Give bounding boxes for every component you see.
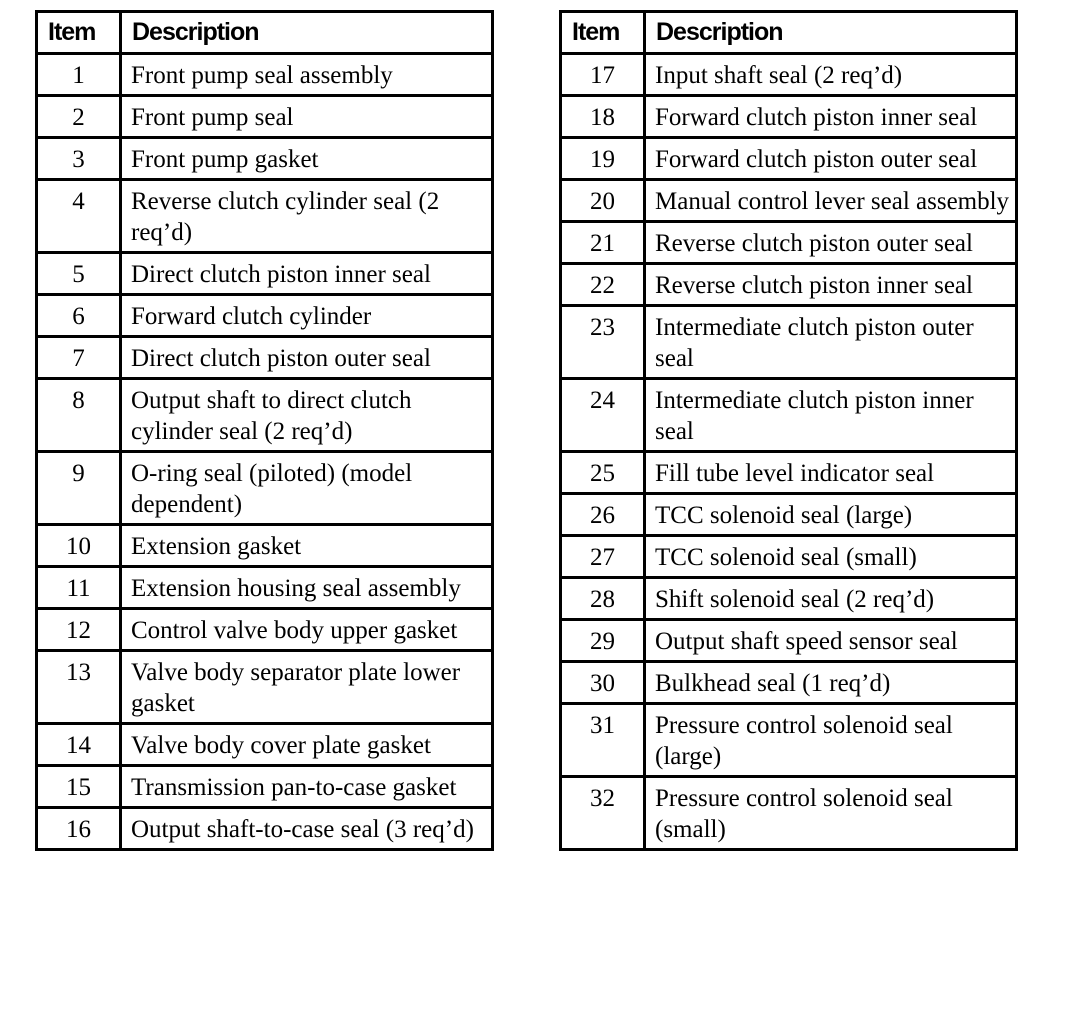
description-cell: Direct clutch piston inner seal (121, 253, 493, 295)
item-number-cell: 20 (561, 180, 645, 222)
parts-table-left-body (37, 54, 493, 850)
table-row (561, 662, 1017, 704)
table-row (37, 295, 493, 337)
parts-table-left (35, 10, 494, 851)
description-cell: O-ring seal (piloted) (model dependent) (121, 452, 493, 525)
item-number-cell: 2 (37, 96, 121, 138)
table-row (37, 54, 493, 96)
description-cell: Pressure control solenoid seal (large) (645, 704, 1017, 777)
item-column-header: Item (561, 12, 645, 54)
description-cell: TCC solenoid seal (large) (645, 494, 1017, 536)
description-cell: Intermediate clutch piston inner seal (645, 379, 1017, 452)
description-cell: Output shaft to direct clutch cylinder seal (2 req’d) (121, 379, 493, 452)
table-row (37, 96, 493, 138)
table-row (561, 264, 1017, 306)
item-number-cell: 18 (561, 96, 645, 138)
description-column-header: Description (121, 12, 493, 54)
description-cell: Transmission pan-to-case gasket (121, 766, 493, 808)
description-cell: Control valve body upper gasket (121, 609, 493, 651)
item-number-cell: 11 (37, 567, 121, 609)
item-number-cell: 30 (561, 662, 645, 704)
table-header-row (561, 12, 1017, 54)
description-cell: Fill tube level indicator seal (645, 452, 1017, 494)
item-number-cell: 5 (37, 253, 121, 295)
item-number-cell: 13 (37, 651, 121, 724)
table-row (37, 651, 493, 724)
description-cell: Shift solenoid seal (2 req’d) (645, 578, 1017, 620)
description-cell: Forward clutch piston inner seal (645, 96, 1017, 138)
item-number-cell: 7 (37, 337, 121, 379)
description-cell: Forward clutch cylinder (121, 295, 493, 337)
item-number-cell: 16 (37, 808, 121, 850)
description-cell: Intermediate clutch piston outer seal (645, 306, 1017, 379)
table-row (561, 138, 1017, 180)
table-row (561, 452, 1017, 494)
description-cell: Extension housing seal assembly (121, 567, 493, 609)
table-row (37, 337, 493, 379)
table-row (561, 54, 1017, 96)
item-number-cell: 15 (37, 766, 121, 808)
description-cell: Front pump seal (121, 96, 493, 138)
parts-table-right (559, 10, 1018, 851)
table-row (37, 766, 493, 808)
description-cell: Valve body separator plate lower gasket (121, 651, 493, 724)
table-row (37, 525, 493, 567)
table-header-row (37, 12, 493, 54)
table-row (37, 609, 493, 651)
description-cell: Manual control lever seal assembly (645, 180, 1017, 222)
description-cell: Reverse clutch cylinder seal (2 req’d) (121, 180, 493, 253)
item-number-cell: 32 (561, 777, 645, 850)
table-row (37, 724, 493, 766)
description-cell: Output shaft-to-case seal (3 req’d) (121, 808, 493, 850)
description-cell: Direct clutch piston outer seal (121, 337, 493, 379)
item-number-cell: 24 (561, 379, 645, 452)
description-cell: Pressure control solenoid seal (small) (645, 777, 1017, 850)
table-row (561, 620, 1017, 662)
item-number-cell: 23 (561, 306, 645, 379)
table-row (561, 536, 1017, 578)
description-cell: Extension gasket (121, 525, 493, 567)
item-number-cell: 14 (37, 724, 121, 766)
item-number-cell: 25 (561, 452, 645, 494)
item-number-cell: 1 (37, 54, 121, 96)
item-column-header: Item (37, 12, 121, 54)
item-number-cell: 29 (561, 620, 645, 662)
description-cell: Forward clutch piston outer seal (645, 138, 1017, 180)
item-number-cell: 28 (561, 578, 645, 620)
table-row (37, 379, 493, 452)
item-number-cell: 21 (561, 222, 645, 264)
table-row (561, 379, 1017, 452)
description-cell: Reverse clutch piston outer seal (645, 222, 1017, 264)
item-number-cell: 3 (37, 138, 121, 180)
description-cell: Bulkhead seal (1 req’d) (645, 662, 1017, 704)
item-number-cell: 31 (561, 704, 645, 777)
item-number-cell: 17 (561, 54, 645, 96)
item-number-cell: 26 (561, 494, 645, 536)
item-number-cell: 4 (37, 180, 121, 253)
item-number-cell: 22 (561, 264, 645, 306)
item-number-cell: 9 (37, 452, 121, 525)
item-number-cell: 6 (37, 295, 121, 337)
description-cell: Valve body cover plate gasket (121, 724, 493, 766)
description-cell: TCC solenoid seal (small) (645, 536, 1017, 578)
table-row (37, 180, 493, 253)
description-cell: Output shaft speed sensor seal (645, 620, 1017, 662)
table-row (561, 306, 1017, 379)
item-number-cell: 12 (37, 609, 121, 651)
table-row (561, 704, 1017, 777)
parts-table-right-body (561, 54, 1017, 850)
item-number-cell: 10 (37, 525, 121, 567)
table-row (37, 808, 493, 850)
item-number-cell: 8 (37, 379, 121, 452)
description-cell: Front pump seal assembly (121, 54, 493, 96)
table-row (561, 494, 1017, 536)
description-cell: Input shaft seal (2 req’d) (645, 54, 1017, 96)
table-row (37, 452, 493, 525)
description-cell: Front pump gasket (121, 138, 493, 180)
table-row (561, 578, 1017, 620)
table-row (561, 180, 1017, 222)
table-row (37, 567, 493, 609)
table-row (561, 96, 1017, 138)
table-row (561, 777, 1017, 850)
table-row (37, 253, 493, 295)
table-row (37, 138, 493, 180)
description-column-header: Description (645, 12, 1017, 54)
description-cell: Reverse clutch piston inner seal (645, 264, 1017, 306)
item-number-cell: 19 (561, 138, 645, 180)
table-row (561, 222, 1017, 264)
item-number-cell: 27 (561, 536, 645, 578)
